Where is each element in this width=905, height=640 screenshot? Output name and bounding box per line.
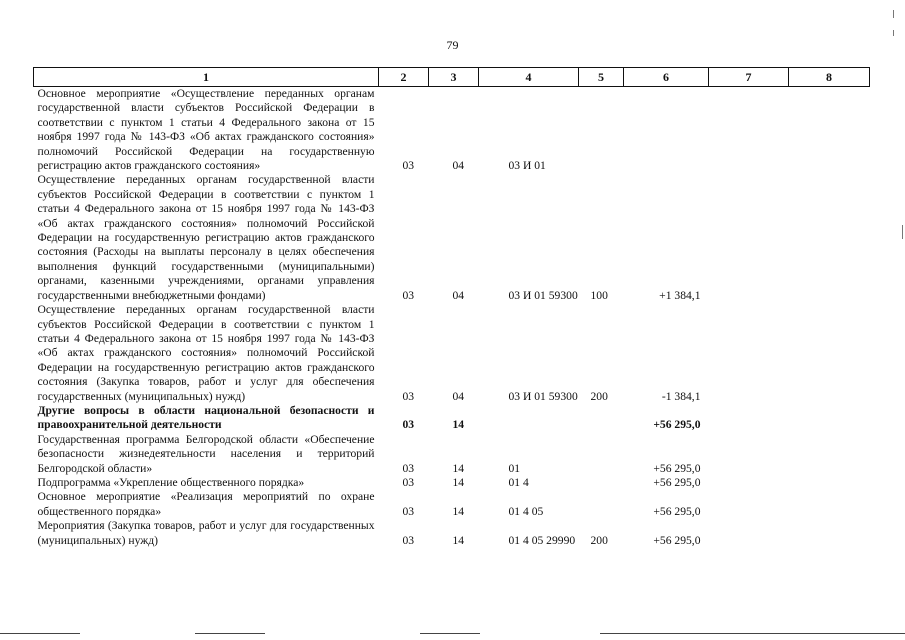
scan-mark xyxy=(893,10,894,18)
row-col8 xyxy=(789,490,870,519)
row-target-code: 03 И 01 59300 xyxy=(508,389,578,403)
row-col8 xyxy=(789,404,870,433)
table-row xyxy=(34,519,870,548)
row-name: Другие вопросы в области национальной безопасности и правоохранительной деятельности xyxy=(37,403,375,432)
row-col8 xyxy=(789,476,870,490)
table-row xyxy=(34,433,870,476)
row-section: 03 xyxy=(402,504,415,518)
row-section: 03 xyxy=(402,418,415,432)
row-col7 xyxy=(709,87,789,174)
row-name: Основное мероприятие «Реализация мероприятий по охране общественного порядка» xyxy=(37,490,375,518)
row-col8 xyxy=(789,173,870,303)
column-header: 7 xyxy=(709,68,789,87)
column-header: 2 xyxy=(379,68,429,87)
row-name: Мероприятия (Закупка товаров, работ и услуг для государственных (муниципальных) нужд) xyxy=(37,519,375,547)
row-expense-type xyxy=(579,476,624,490)
row-col8 xyxy=(789,433,870,476)
row-col7 xyxy=(709,476,789,490)
scan-mark xyxy=(902,225,903,239)
row-name: Осуществление переданных органам государственной власти субъектов Российской Федерации в соответствии с пунктом 1 статьи 4 Федерального закона от 15 ноября 1997 года № 143-ФЗ «Об актах гражданского состояния» полномочий Российской Федерации на государственную регистрацию актов гражданского состояния (Закупка товаров, работ и услуг для обеспечения государственных (муниципальных) нужд) xyxy=(37,303,375,403)
bottom-rule xyxy=(0,633,80,634)
row-name: Государственная программа Белгородской области «Обеспечение безопасности жизнедеятельности населения и территорий Белгородской области» xyxy=(37,432,375,475)
row-expense-type: 200 xyxy=(590,533,608,547)
row-target-code: 01 xyxy=(508,461,521,475)
row-section: 03 xyxy=(402,475,415,489)
row-subsection: 04 xyxy=(452,288,465,302)
column-header: 6 xyxy=(624,68,709,87)
row-expense-type xyxy=(579,490,624,519)
row-amount: +56 295,0 xyxy=(653,533,701,547)
row-amount: -1 384,1 xyxy=(661,389,701,403)
row-name: Подпрограмма «Укрепление общественного порядка» xyxy=(37,475,305,489)
row-col7 xyxy=(709,303,789,404)
column-header: 4 xyxy=(479,68,579,87)
row-col7 xyxy=(709,404,789,433)
row-expense-type: 200 xyxy=(590,389,608,403)
column-header: 5 xyxy=(579,68,624,87)
row-col8 xyxy=(789,303,870,404)
column-header: 3 xyxy=(429,68,479,87)
row-subsection: 04 xyxy=(452,159,465,173)
row-target-code xyxy=(479,404,579,433)
row-col7 xyxy=(709,490,789,519)
row-name: Основное мероприятие «Осуществление переданных органам государственной власти субъектов Российской Федерации в соответствии с пунктом 1 статьи 4 Федерального закона от 15 ноября 1997 года № 143-ФЗ «Об актах гражданского состояния» полномочий Российской Федерации на государственную регистрацию актов гражданского состояния» xyxy=(37,87,375,173)
row-expense-type xyxy=(579,433,624,476)
row-col8 xyxy=(789,87,870,174)
row-subsection: 14 xyxy=(452,475,465,489)
row-subsection: 14 xyxy=(452,418,465,432)
row-target-code: 01 4 05 xyxy=(508,504,544,518)
row-target-code: 01 4 05 29990 xyxy=(508,533,576,547)
page-number: 79 xyxy=(446,38,459,52)
table-row xyxy=(34,303,870,404)
scan-mark xyxy=(893,30,894,36)
table-row xyxy=(34,476,870,490)
row-name: Осуществление переданных органам государственной власти субъектов Российской Федерации в соответствии с пунктом 1 статьи 4 Федерального закона от 15 ноября 1997 года № 143-ФЗ «Об актах гражданского состояния» полномочий Российской Федерации на государственную регистрацию актов гражданского состояния (Расходы на выплаты персоналу в целях обеспечения выполнения функций государственными (муниципальными) органами, казенными учреждениями, органами управления государственными внебюджетными фондами) xyxy=(37,173,375,302)
bottom-rule xyxy=(195,633,265,634)
row-section: 03 xyxy=(402,389,415,403)
row-subsection: 04 xyxy=(452,389,465,403)
row-amount: +56 295,0 xyxy=(653,418,701,432)
row-amount: +56 295,0 xyxy=(653,461,701,475)
bottom-rule xyxy=(420,633,480,634)
table-row xyxy=(34,490,870,519)
column-header: 1 xyxy=(34,68,379,87)
row-amount xyxy=(624,87,709,174)
row-target-code: 01 4 xyxy=(508,475,529,489)
row-col7 xyxy=(709,433,789,476)
row-expense-type: 100 xyxy=(590,288,608,302)
row-expense-type xyxy=(579,87,624,174)
row-section: 03 xyxy=(402,288,415,302)
row-col7 xyxy=(709,173,789,303)
row-amount: +56 295,0 xyxy=(653,475,701,489)
bottom-rule xyxy=(600,633,905,634)
row-section: 03 xyxy=(402,461,415,475)
row-target-code: 03 И 01 59300 xyxy=(508,288,578,302)
budget-table xyxy=(33,67,870,548)
table-row xyxy=(34,87,870,174)
row-amount: +1 384,1 xyxy=(659,288,701,302)
row-col8 xyxy=(789,519,870,548)
row-col7 xyxy=(709,519,789,548)
row-subsection: 14 xyxy=(452,533,465,547)
table-row xyxy=(34,173,870,303)
row-subsection: 14 xyxy=(452,504,465,518)
row-section: 03 xyxy=(402,159,415,173)
row-expense-type xyxy=(579,404,624,433)
column-header: 8 xyxy=(789,68,870,87)
row-section: 03 xyxy=(402,533,415,547)
row-target-code: 03 И 01 xyxy=(508,159,546,173)
table-header-row xyxy=(34,68,870,87)
row-subsection: 14 xyxy=(452,461,465,475)
row-amount: +56 295,0 xyxy=(653,504,701,518)
table-row xyxy=(34,404,870,433)
